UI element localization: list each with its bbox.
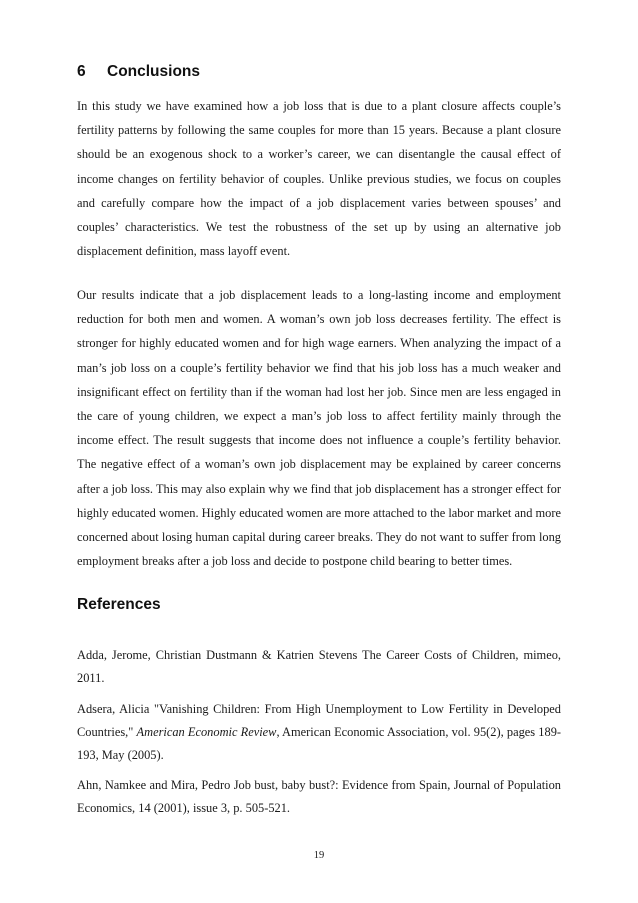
reference-text: Adsera, Alicia "Vanishing Children: From High Unemployment to Low Fertility in Developed Countries," [77,702,561,739]
conclusions-paragraph-1: In this study we have examined how a job loss that is due to a plant closure affects couple’s fertility patterns by following the same couples for more than 15 years. Because a plant closure should be an exogenous shock to a worker’s career, we can disentangle the causal effect of income changes on fertility behavior of couples. Unlike previous studies, we focus on couples and carefully compare how the impact of a job displacement varies between spouses’ and couples’ characteristics. We test the robustness of the set up by using an alternative job displacement definition, mass layoff event. [77,99,561,259]
section-number: 6 [77,63,86,80]
reference-item [77,698,561,767]
reference-item: Adda, Jerome, Christian Dustmann & Katrien Stevens The Career Costs of Children, mimeo, 2011. [77,648,561,685]
reference-item: Ahn, Namkee and Mira, Pedro Job bust, baby bust?: Evidence from Spain, Journal of Population Economics, 14 (2001), issue 3, p. 505-521. [77,778,561,815]
reference-text: , American Economic Association, vol. 95(2), pages 189-193, May (2005). [77,725,562,762]
section-heading-conclusions [77,63,200,81]
reference-journal: American Economic Review [136,725,277,739]
section-title: Conclusions [107,63,201,80]
conclusions-paragraph-2: Our results indicate that a job displacement leads to a long-lasting income and employment reduction for both men and women. A woman’s own job loss decreases fertility. The effect is stronger for highly educated women and for high wage earners. When analyzing the impact of a man’s job loss on a couple’s fertility behavior we find that his job loss has a much weaker and insignificant effect on fertility than if the woman had lost her job. Since men are less engaged in the care of young children, we expect a man’s job loss to affect fertility mainly through the income effect. The result suggests that income does not influence a couple’s fertility behavior. The negative effect of a woman’s own job displacement may be explained by career concerns after a job loss. This may also explain why we find that job displacement has a stronger effect for highly educated women. Highly educated women are more attached to the labor market and more concerned about losing human capital during career breaks. They do not want to suffer from long employment breaks after a job loss and decide to postpone child bearing to better times. [77,288,561,569]
references-heading: References [77,596,161,613]
page-number: 19 [313,850,325,861]
